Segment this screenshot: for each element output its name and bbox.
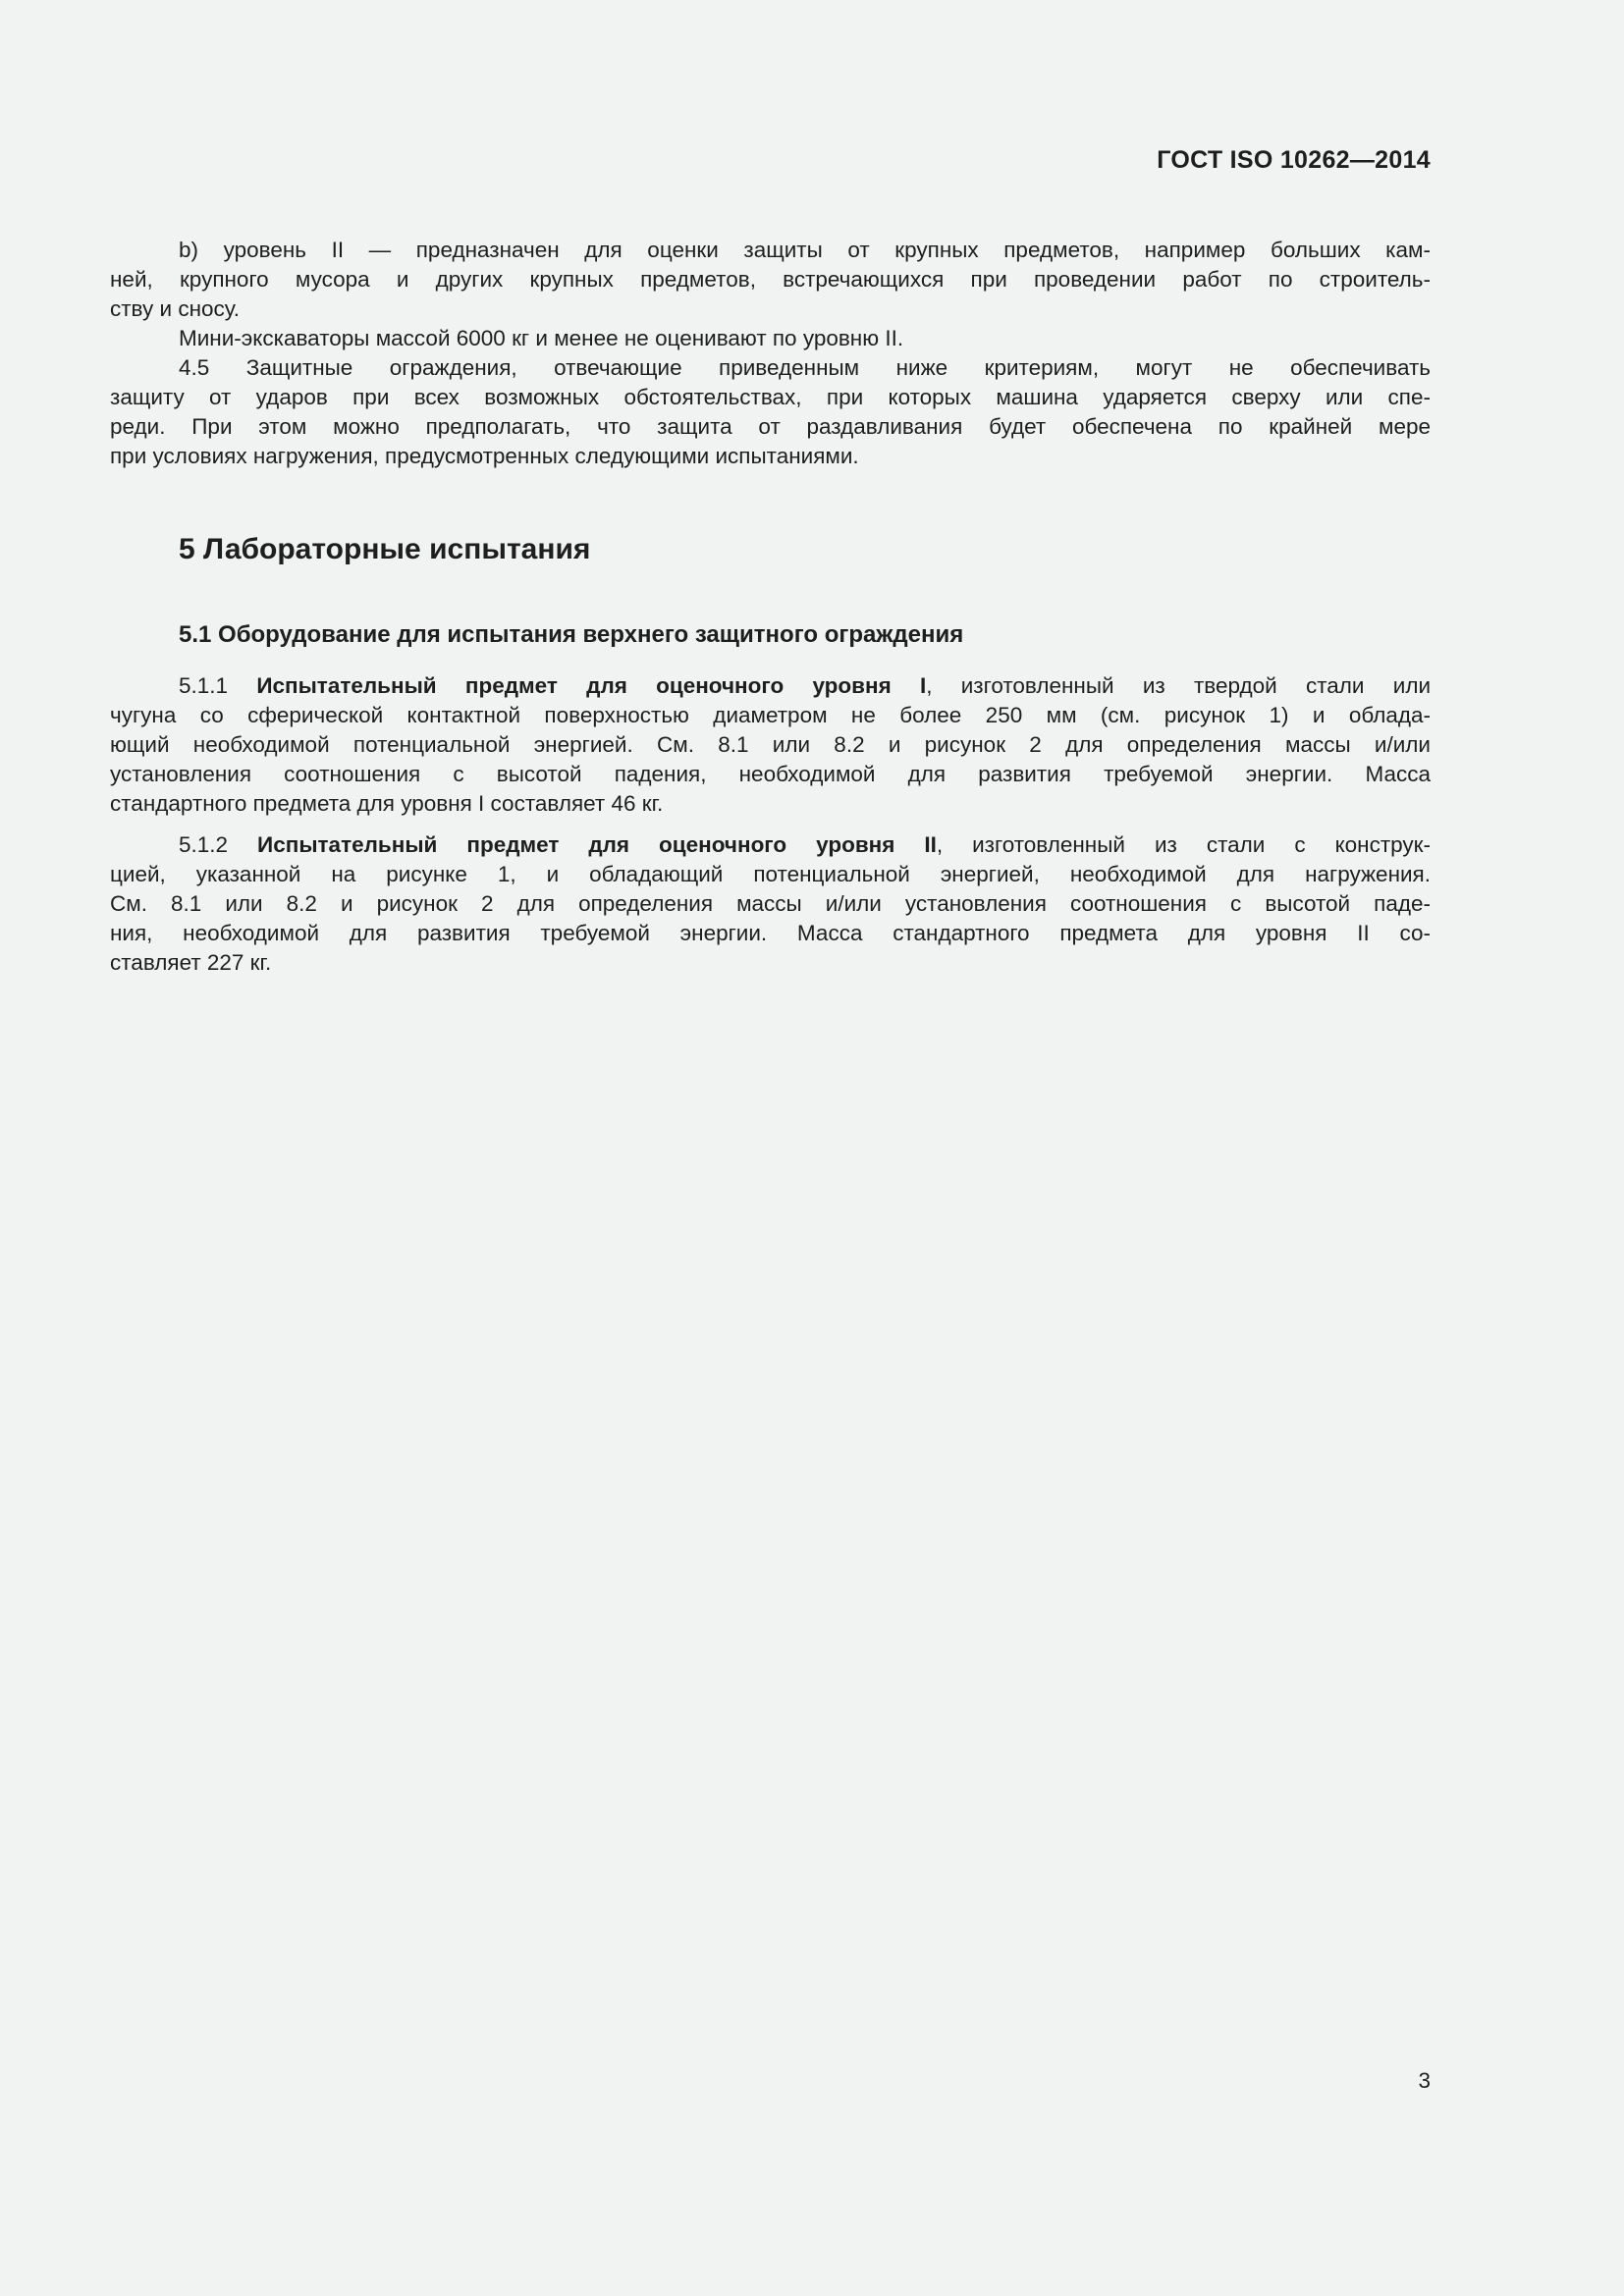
text-segment: реди. При этом можно предполагать, что защита от раздавливания будет обеспечена по крайней мере: [110, 414, 1431, 439]
text-line: [110, 671, 1431, 701]
paragraph-4-5: [110, 353, 1431, 471]
paragraph-5-1-2: [110, 830, 1431, 978]
text-segment: См. 8.1 или 8.2 и рисунок 2 для определения массы и/или установления соотношения с высотой паде-: [110, 891, 1431, 916]
text-segment: ставляет 227 кг.: [110, 950, 272, 975]
text-line: [110, 324, 1431, 353]
text-segment: 4.5 Защитные ограждения, отвечающие приведенным ниже критериям, могут не обеспечивать: [179, 355, 1431, 380]
text-segment: Мини-экскаваторы массой 6000 кг и менее не оценивают по уровню II.: [179, 326, 904, 350]
text-segment: чугуна со сферической контактной поверхностью диаметром не более 250 мм (см. рисунок 1) и облада-: [110, 703, 1431, 727]
text-line: [110, 760, 1431, 789]
text-line: [110, 730, 1431, 760]
paragraph-mini-excavators: [110, 324, 1431, 353]
text-line: [110, 294, 1431, 324]
subsection-heading-5-1: 5.1 Оборудование для испытания верхнего защитного ограждения: [179, 621, 964, 648]
text-segment: цией, указанной на рисунке 1, и обладающий потенциальной энергией, необходимой для нагружения.: [110, 862, 1431, 886]
text-segment: при условиях нагружения, предусмотренных следующими испытаниями.: [110, 444, 859, 468]
bold-term: Испытательный предмет для оценочного уровня II: [257, 832, 937, 857]
text-line: [110, 830, 1431, 860]
text-segment: стандартного предмета для уровня I составляет 46 кг.: [110, 791, 664, 816]
text-line: [110, 265, 1431, 294]
page-content: [110, 147, 1431, 978]
text-line: [110, 919, 1431, 948]
running-header: ГОСТ ISO 10262—2014: [1157, 146, 1431, 174]
section-heading-5: 5 Лабораторные испытания: [179, 533, 591, 565]
text-segment: 5.1.2: [179, 832, 258, 857]
text-line: [110, 412, 1431, 442]
text-segment: ней, крупного мусора и других крупных предметов, встречающихся при проведении работ по строитель-: [110, 267, 1431, 292]
text-segment: , изготовленный из твердой стали или: [926, 673, 1431, 698]
text-segment: защиту от ударов при всех возможных обстоятельствах, при которых машина ударяется сверху или спе-: [110, 385, 1431, 409]
text-line: [110, 442, 1431, 471]
text-line: [110, 860, 1431, 889]
text-segment: ния, необходимой для развития требуемой энергии. Масса стандартного предмета для уровня II со-: [110, 921, 1431, 945]
text-segment: ству и сносу.: [110, 296, 241, 321]
paragraph-level-ii: [110, 236, 1431, 324]
text-line: [110, 383, 1431, 412]
bold-term: Испытательный предмет для оценочного уровня I: [256, 673, 927, 698]
text-segment: установления соотношения с высотой падения, необходимой для развития требуемой энергии. Масса: [110, 762, 1431, 786]
text-line: [110, 353, 1431, 383]
text-segment: ющий необходимой потенциальной энергией. См. 8.1 или 8.2 и рисунок 2 для определения массы и/или: [110, 732, 1431, 757]
paragraph-5-1-1: [110, 671, 1431, 819]
text-line: [110, 889, 1431, 919]
text-segment: 5.1.1: [179, 673, 257, 698]
text-line: [110, 948, 1431, 978]
page-number: 3: [1418, 2068, 1431, 2093]
text-segment: b) уровень II — предназначен для оценки защиты от крупных предметов, например больших кам-: [179, 238, 1431, 262]
text-segment: , изготовленный из стали с конструк-: [936, 832, 1431, 857]
text-line: [110, 789, 1431, 819]
text-line: [110, 236, 1431, 265]
text-line: [110, 701, 1431, 730]
